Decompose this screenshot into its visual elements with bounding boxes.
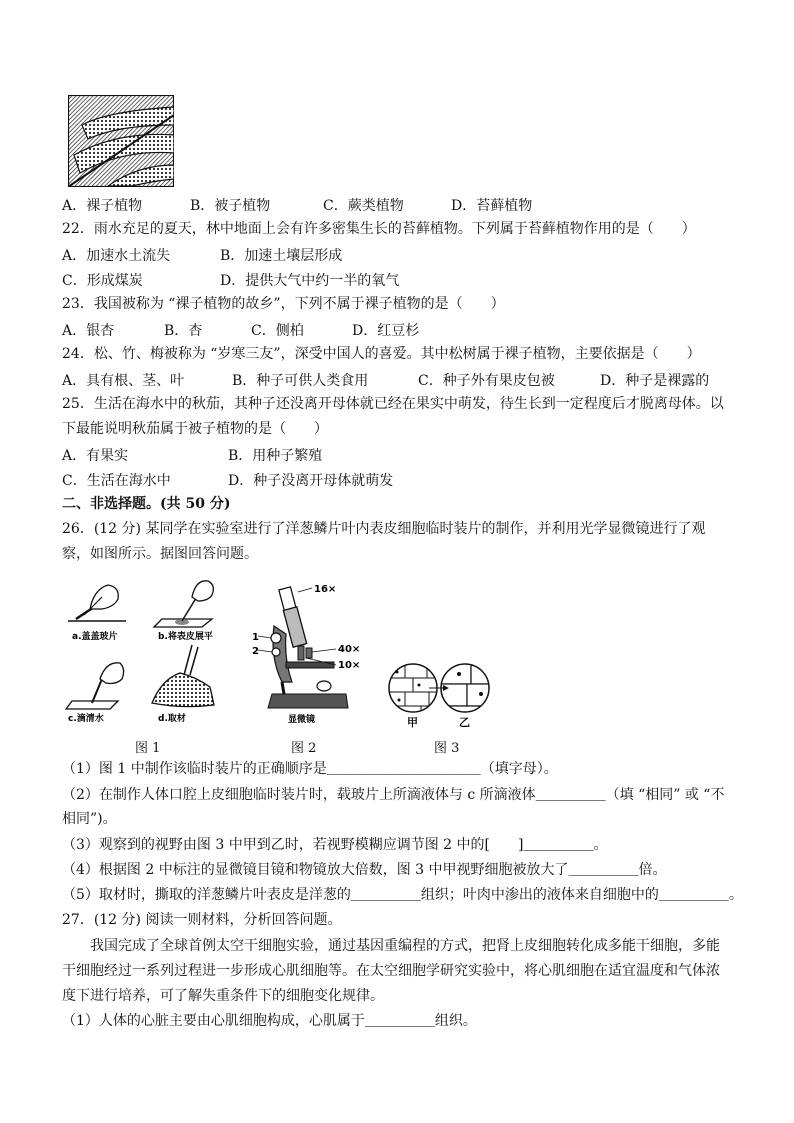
- q27-passage-line1: 我国完成了全球首例太空干细胞实验，通过基因重编程的方式，把肾上皮细胞转化成多能干细胞，多能: [62, 938, 720, 954]
- q26-sub1: （1）图 1 中制作该临时装片的正确顺序是＿＿＿＿＿＿＿＿＿＿＿（填字母）。: [62, 761, 558, 777]
- q23-option-a: A．银杏: [62, 323, 115, 339]
- leaf-illustration: [68, 95, 174, 187]
- fig3-label-yi: 乙: [459, 716, 470, 729]
- fig3-label-jia: 甲: [407, 716, 418, 729]
- q25-option-b: B．用种子繁殖: [228, 448, 323, 464]
- q25-stem-line2: 下最能说明秋茄属于被子植物的是（ ）: [62, 421, 328, 437]
- q25-option-a: A．有果实: [62, 448, 129, 464]
- q22-option-d: D．提供大气中约一半的氧气: [220, 273, 400, 289]
- q25-stem-line1: 25．生活在海水中的秋茄，其种子还没离开母体就已经在果实中萌发，待生长到一定程度后才脱离母体。以: [62, 396, 724, 412]
- q27-stem: 27．(12 分) 阅读一则材料，分析回答问题。: [62, 912, 342, 928]
- fig1-step-a-drawing: [68, 585, 126, 621]
- field-of-view-jia: [385, 664, 437, 716]
- q26-sub4: （4）根据图 2 中标注的显微镜目镜和物镜放大倍数，图 3 中甲视野细胞被放大了＿＿＿＿＿倍。: [62, 862, 667, 878]
- q23-option-c: C．侧柏: [251, 323, 304, 339]
- microscope-drawing: [268, 587, 348, 708]
- figure-3-caption: 图 3: [434, 741, 460, 756]
- fig1-step-d-drawing: [152, 645, 214, 707]
- section-2-title: 二、非选择题。(共 50 分): [62, 496, 231, 512]
- q21-option-d: D．苔藓植物: [451, 198, 533, 214]
- q26-sub5: （5）取材时，撕取的洋葱鳞片叶表皮是洋葱的＿＿＿＿＿组织；叶肉中渗出的液体来自细胞中的＿＿＿＿＿。: [62, 887, 743, 903]
- q27-sub1: （1）人体的心脏主要由心肌细胞构成，心肌属于＿＿＿＿＿组织。: [62, 1013, 477, 1029]
- fig2-mark-1: 1: [252, 632, 259, 643]
- q26-sub2-line1: （2）在制作人体口腔上皮细胞临时装片时，载玻片上所滴液体与 c 所滴液体＿＿＿＿＿（填 “相同” 或 “不: [62, 787, 725, 803]
- fig2-mark-2: 2: [252, 646, 259, 657]
- q23-stem: 23．我国被称为 “裸子植物的故乡”，下列不属于裸子植物的是（ ）: [62, 296, 505, 312]
- fig1-label-a: a.盖盖玻片: [72, 632, 118, 642]
- figure-3-fields-of-view: [385, 660, 495, 730]
- q23-option-b: B．杏: [164, 323, 203, 339]
- q24-option-d: D．种子是裸露的: [600, 373, 710, 389]
- q27-passage-line3: 度下进行培养，可了解失重条件下的细胞变化规律。: [62, 988, 384, 1004]
- q24-stem: 24．松、竹、梅被称为 “岁寒三友”，深受中国人的喜爱。其中松树属于裸子植物，主要依据是（ ）: [62, 346, 701, 362]
- q26-sub3: （3）观察到的视野由图 3 中甲到乙时，若视野模糊应调节图 2 中的[ ]＿＿＿＿＿。: [62, 837, 608, 853]
- q26-sub2-line2: 相同”)。: [62, 811, 117, 827]
- figure-1-slide-prep-steps: [62, 575, 242, 725]
- q22-stem: 22．雨水充足的夏天，林中地面上会有许多密集生长的苔藓植物。下列属于苔藓植物作用的是（ ）: [62, 221, 696, 237]
- fig2-mark-objective-40: 40×: [338, 644, 361, 655]
- fig1-label-b: b.将表皮展平: [158, 632, 213, 642]
- q27-passage-line2: 干细胞经过一系列过程进一步形成心肌细胞等。在太空细胞学研究实验中，将心肌细胞在适宜温度和气体浓: [62, 963, 720, 979]
- fig2-label: 显微镜: [288, 715, 316, 725]
- q21-option-b: B．被子植物: [190, 198, 271, 214]
- figure-2-caption: 图 2: [291, 741, 317, 756]
- q26-stem-line1: 26．(12 分) 某同学在实验室进行了洋葱鳞片叶内表皮细胞临时装片的制作，并利用光学显微镜进行了观: [62, 521, 706, 537]
- fig1-label-d: d.取材: [158, 714, 186, 724]
- fig2-mark-eyepiece: 16×: [314, 584, 337, 595]
- q25-option-c: C．生活在海水中: [62, 473, 171, 489]
- fig1-step-c-drawing: [66, 663, 124, 709]
- q26-stem-line2: 察，如图所示。据图回答问题。: [62, 546, 258, 562]
- fig1-step-b-drawing: [154, 581, 213, 627]
- q22-option-c: C．形成煤炭: [62, 273, 143, 289]
- q24-option-b: B．种子可供人类食用: [232, 373, 369, 389]
- q22-option-b: B．加速土壤层形成: [220, 248, 343, 264]
- q21-option-c: C．蕨类植物: [323, 198, 404, 214]
- q24-option-a: A．具有根、茎、叶: [62, 373, 185, 389]
- fig2-mark-objective-10: 10×: [338, 660, 361, 671]
- figure-1-caption: 图 1: [135, 741, 161, 756]
- q22-option-a: A．加速水土流失: [62, 248, 171, 264]
- q24-option-c: C．种子外有果皮包被: [418, 373, 555, 389]
- q23-option-d: D．红豆杉: [352, 323, 420, 339]
- q21-option-a: A．裸子植物: [62, 198, 143, 214]
- fig1-label-c: c.滴清水: [68, 714, 104, 724]
- q25-option-d: D．种子没离开母体就萌发: [228, 473, 394, 489]
- figure-2-microscope: [248, 578, 368, 728]
